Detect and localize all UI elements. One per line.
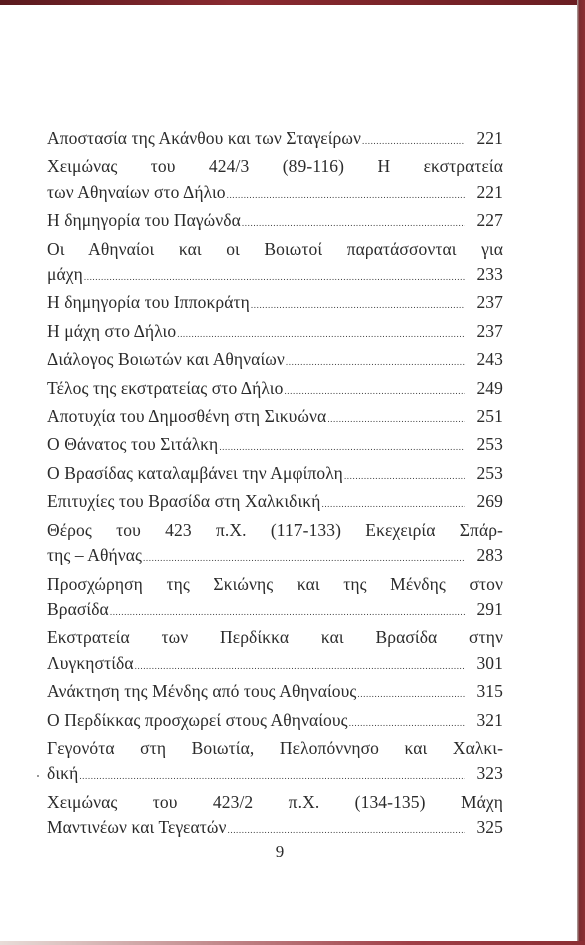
toc-entry-title-line: Εκστρατεία των Περδίκκα και Βρασίδα στην	[47, 627, 503, 648]
toc-entry-title: Λυγκηστίδα	[47, 652, 134, 673]
dot-leader	[135, 654, 465, 679]
toc-entry	[47, 404, 503, 432]
toc-entry-title: Ανάκτηση της Μένδης από τους Αθηναίους	[47, 681, 357, 702]
dot-leader	[110, 600, 465, 625]
toc-entry	[47, 126, 503, 154]
toc-entry-title: Τέλος της εκστρατείας στο Δήλιο	[47, 377, 284, 398]
toc-entry-title: των Αθηναίων στο Δήλιο	[47, 181, 226, 202]
ink-speck	[37, 775, 39, 777]
toc-entry-title-line: Οι Αθηναίοι και οι Βοιωτοί παρατάσσονται για	[47, 238, 503, 259]
toc-entry	[47, 347, 503, 375]
toc-entry-title: Η μάχη στο Δήλιο	[47, 320, 177, 341]
toc-entry-line	[47, 815, 503, 843]
toc-entry-title-line: Χειμώνας του 424/3 (89-116) Η εκστρατεία	[47, 156, 503, 177]
dot-leader	[143, 546, 465, 571]
toc-entry-line	[47, 597, 503, 625]
toc-entry	[47, 625, 503, 679]
toc-entry	[47, 208, 503, 236]
toc-entry-title: Αποτυχία του Δημοσθένη στη Σικυώνα	[47, 406, 327, 427]
toc-entry-page: 253	[476, 462, 503, 483]
toc-entry-line	[47, 404, 503, 432]
toc-entry	[47, 237, 503, 291]
dot-leader	[362, 129, 465, 154]
toc-entry-title: Ο Περδίκκας προσχωρεί στους Αθηναίους	[47, 709, 348, 730]
dot-leader	[349, 711, 465, 736]
toc-entry-page: 237	[476, 320, 503, 341]
dot-leader	[251, 293, 465, 318]
toc-entry-line	[47, 708, 503, 736]
toc-entry-title: Ο Θάνατος του Σιτάλκη	[47, 434, 219, 455]
dot-leader	[242, 211, 465, 236]
toc-entry-page: 253	[476, 434, 503, 455]
toc-entry-line	[47, 679, 503, 707]
dot-leader	[284, 379, 465, 404]
toc-entry-page: 249	[476, 377, 503, 398]
toc-entry	[47, 432, 503, 460]
toc-entry	[47, 319, 503, 347]
toc-entry-title: Διάλογος Βοιωτών και Αθηναίων	[47, 349, 285, 370]
toc-entry-title-line: Προσχώρηση της Σκιώνης και της Μένδης στον	[47, 573, 503, 594]
dot-leader	[357, 682, 465, 707]
toc-entry-line	[47, 262, 503, 290]
dot-leader	[79, 764, 465, 789]
toc-entry	[47, 518, 503, 572]
dot-leader	[177, 322, 465, 347]
dot-leader	[228, 818, 466, 843]
dot-leader	[219, 435, 465, 460]
cover-edge-top	[0, 0, 585, 5]
toc-entry-page: 323	[476, 763, 503, 784]
toc-entry-title: μάχη	[47, 264, 83, 285]
toc-entry-page: 315	[476, 681, 503, 702]
toc-entry	[47, 736, 503, 790]
toc-entry-page: 291	[476, 598, 503, 619]
dot-leader	[327, 407, 465, 432]
toc-entry-title-line: Θέρος του 423 π.Χ. (117-133) Εκεχειρία Σπάρ-	[47, 519, 503, 540]
toc-entry-line	[47, 290, 503, 318]
dot-leader	[84, 265, 465, 290]
toc-entry-page: 221	[476, 181, 503, 202]
dot-leader	[227, 183, 465, 208]
toc-entry	[47, 679, 503, 707]
toc-entry-page: 243	[476, 349, 503, 370]
dot-leader	[286, 350, 465, 375]
toc-entry-page: 321	[476, 709, 503, 730]
toc-entry-line	[47, 461, 503, 489]
toc-entry-page: 325	[476, 817, 503, 838]
toc-entry-page: 283	[476, 545, 503, 566]
toc-entry-title: δική	[47, 763, 79, 784]
toc-entry-line	[47, 489, 503, 517]
toc-entry-title: Μαντινέων και Τεγεατών	[47, 817, 227, 838]
dot-leader	[344, 464, 465, 489]
toc-entry-line	[47, 651, 503, 679]
toc-entry-page: 269	[476, 491, 503, 512]
table-of-contents	[47, 126, 503, 844]
toc-entry-title: Επιτυχίες του Βρασίδα στη Χαλκιδική	[47, 491, 321, 512]
toc-entry-title: Ο Βρασίδας καταλαμβάνει την Αμφίπολη	[47, 462, 343, 483]
toc-entry	[47, 154, 503, 208]
toc-entry-page: 251	[476, 406, 503, 427]
toc-entry-title: Η δημηγορία του Ιπποκράτη	[47, 292, 250, 313]
toc-entry-line	[47, 543, 503, 571]
toc-entry-line	[47, 319, 503, 347]
toc-entry-title: Βρασίδα	[47, 598, 109, 619]
toc-entry-line	[47, 376, 503, 404]
toc-entry	[47, 572, 503, 626]
toc-entry-page: 237	[476, 292, 503, 313]
toc-entry-line	[47, 208, 503, 236]
toc-entry-title: της – Αθήνας	[47, 545, 143, 566]
toc-entry	[47, 461, 503, 489]
toc-entry-line	[47, 347, 503, 375]
toc-entry-title-line: Χειμώνας του 423/2 π.Χ. (134-135) Μάχη	[47, 791, 503, 812]
toc-entry-title-line: Γεγονότα στη Βοιωτία, Πελοπόννησο και Χαλκι-	[47, 737, 503, 758]
toc-entry-page: 301	[476, 652, 503, 673]
toc-entry-title: Αποστασία της Ακάνθου και των Σταγείρων	[47, 128, 362, 148]
toc-entry-line	[47, 180, 503, 208]
toc-entry-page: 227	[476, 210, 503, 231]
toc-entry	[47, 489, 503, 517]
toc-entry-page: 221	[476, 128, 503, 148]
page-number: 9	[275, 842, 285, 861]
cover-edge-right	[577, 0, 585, 945]
toc-entry	[47, 290, 503, 318]
toc-entry	[47, 790, 503, 844]
toc-entry-line	[47, 761, 503, 789]
toc-entry-page: 233	[476, 264, 503, 285]
cover-edge-bottom	[0, 941, 585, 945]
toc-entry-line	[47, 432, 503, 460]
toc-entry-title: Η δημηγορία του Παγώνδα	[47, 210, 241, 231]
toc-entry	[47, 376, 503, 404]
toc-entry	[47, 708, 503, 736]
toc-entry-line	[47, 126, 503, 154]
dot-leader	[321, 492, 465, 517]
